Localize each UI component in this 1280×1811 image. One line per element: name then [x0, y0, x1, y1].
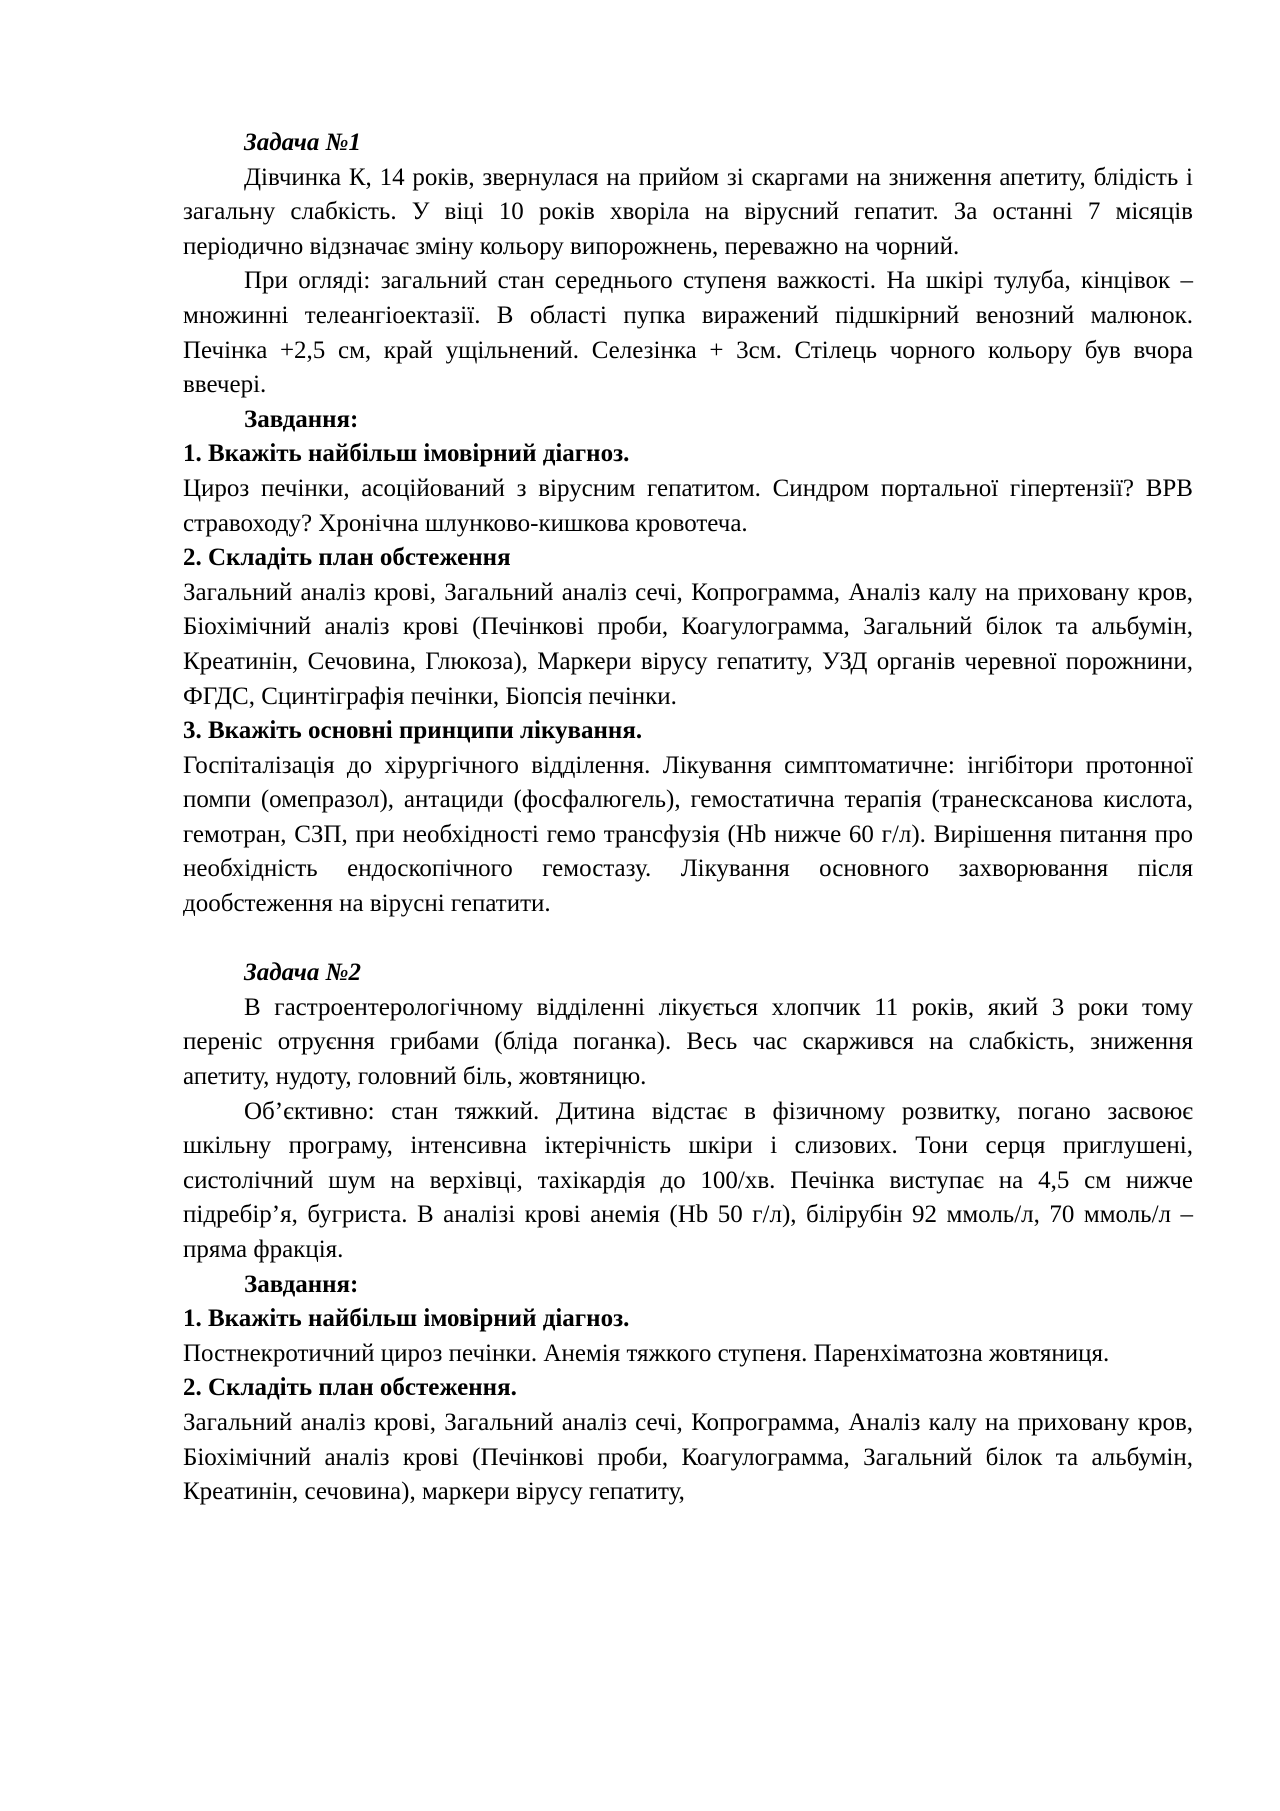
- task2-title: Задача №2: [244, 959, 362, 987]
- task1-answer-1: Цироз печінки, асоційований з вірусним гепатитом. Синдром портальної гіпертензії? ВРВ стравоходу? Хронічна шлунково-кишкова кровотеча.: [183, 474, 1193, 537]
- task2-answer-2: Загальний аналіз крові, Загальний аналіз сечі, Копрограмма, Аналіз калу на приховану кров, Біохімічний аналіз крові (Печінкові проби, Коагулограмма, Загальний білок та альбумін, Креатинін, сечовина), маркери вірусу гепатиту,: [183, 1408, 1193, 1506]
- task1-answer-2: Загальний аналіз крові, Загальний аналіз сечі, Копрограмма, Аналіз калу на приховану кров, Біохімічний аналіз крові (Печінкові проби, Коагулограмма, Загальний білок та альбумін, Креатинін, Сечовина, Глюкоза), Маркери вірусу гепатиту, УЗД органів черевної порожнини, ФГДС, Сцинтіграфія печінки, Біопсія печінки.: [183, 578, 1193, 710]
- task1-answer-3: Госпіталізація до хірургічного відділення. Лікування симптоматичне: інгібітори протонної помпи (омепразол), антациди (фосфалюгель), гемостатична терапія (транесксанова кислота, гемотран, СЗП, при необхідності гемо трансфузія (Hb нижче 60 г/л). Вирішення питання про необхідність ендоскопічного гемостазу. Лікування основного захворювання після дообстеження на вірусні гепатити.: [183, 751, 1193, 918]
- task1-complaints-paragraph: Дівчинка К, 14 років, звернулася на прийом зі скаргами на зниження апетиту, блідість і загальну слабкість. У віці 10 років хворіла на вірусний гепатит. За останні 7 місяців періодично відзначає зміну кольору випорожнень, переважно на чорний.: [183, 163, 1193, 260]
- task2-question-1: 1. Вкажіть найбільш імовірний діагноз.: [183, 1305, 630, 1333]
- task1-tasks-heading: Завдання:: [244, 405, 359, 433]
- task1-question-3: 3. Вкажіть основні принципи лікування.: [183, 717, 643, 745]
- task1-title: Задача №1: [244, 129, 362, 156]
- task2-question-2: 2. Складіть план обстеження.: [183, 1374, 517, 1402]
- task1-question-2: 2. Складіть план обстеження: [183, 544, 511, 572]
- task2-tasks-heading: Завдання:: [244, 1270, 359, 1298]
- task1-question-1: 1. Вкажіть найбільш імовірний діагноз.: [183, 440, 630, 468]
- task2-objective-paragraph: Об’єктивно: стан тяжкий. Дитина відстає в фізичному розвитку, погано засвоює шкільну програму, інтенсивна іктерічність шкіри і слизових. Тони серця приглушені, систолічний шум на верхівці, тахікардія до 100/хв. Печінка виступає на 4,5 см нижче підребір’я, бугриста. В аналізі крові анемія (Hb 50 г/л), білірубін 92 ммоль/л, 70 ммоль/л – пряма фракція.: [183, 1097, 1193, 1263]
- task2-history-paragraph: В гастроентерологічному відділенні лікується хлопчик 11 років, який 3 роки тому переніс отруєння грибами (бліда поганка). Весь час скаржився на слабкість, зниження апетиту, нудоту, головний біль, жовтяницю.: [183, 993, 1193, 1091]
- task1-examination-paragraph: При огляді: загальний стан середнього ступеня важкості. На шкірі тулуба, кінцівок – множинні телеангіоектазії. В області пупка виражений підшкірний венозний малюнок. Печінка +2,5 см, край ущільнений. Селезінка + 3см. Стілець чорного кольору був вчора ввечері.: [183, 267, 1193, 399]
- section-spacer: [183, 922, 1193, 957]
- task2-answer-1: Постнекротичний цироз печінки. Анемія тяжкого ступеня. Паренхіматозна жовтяниця.: [183, 1339, 1110, 1367]
- document-page: [183, 126, 1193, 1510]
